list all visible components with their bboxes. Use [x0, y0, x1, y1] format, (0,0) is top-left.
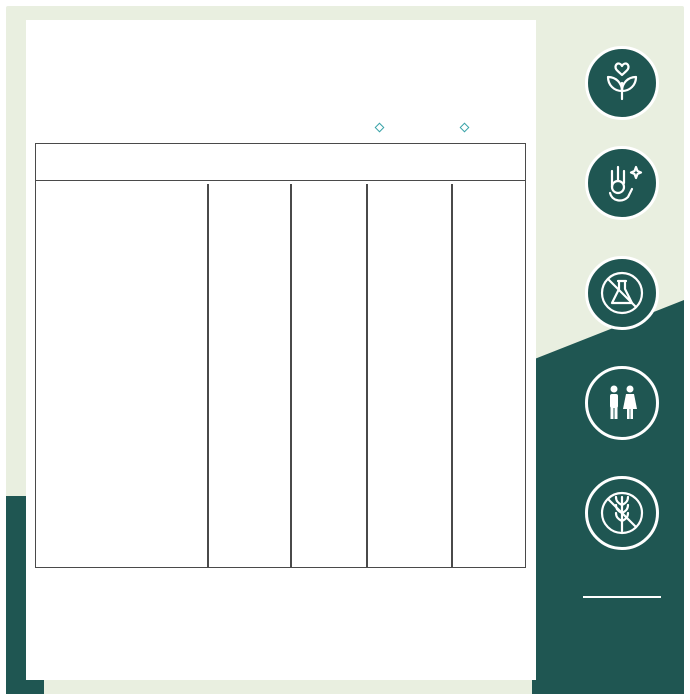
gluten-free-wheat-icon: [585, 476, 659, 550]
nutrition-table: [35, 143, 526, 568]
col-rda-men: [373, 121, 383, 133]
diamond-marker-icon: [375, 122, 385, 132]
no-preservatives-flask-icon: [585, 256, 659, 330]
vegan-heart-leaves-icon: [585, 46, 659, 120]
column-divider: [366, 184, 368, 567]
column-divider: [290, 184, 292, 567]
column-divider: [451, 184, 453, 567]
fssai-logo: [583, 596, 661, 598]
col-rda-women: [458, 121, 468, 133]
column-divider: [207, 184, 209, 567]
section-row: [36, 144, 525, 181]
diamond-marker-icon: [460, 122, 470, 132]
table-header: [44, 121, 526, 137]
footnotes: [44, 578, 534, 587]
hand-ok-sparkle-icon: [585, 146, 659, 220]
man-woman-icon: [585, 366, 659, 440]
